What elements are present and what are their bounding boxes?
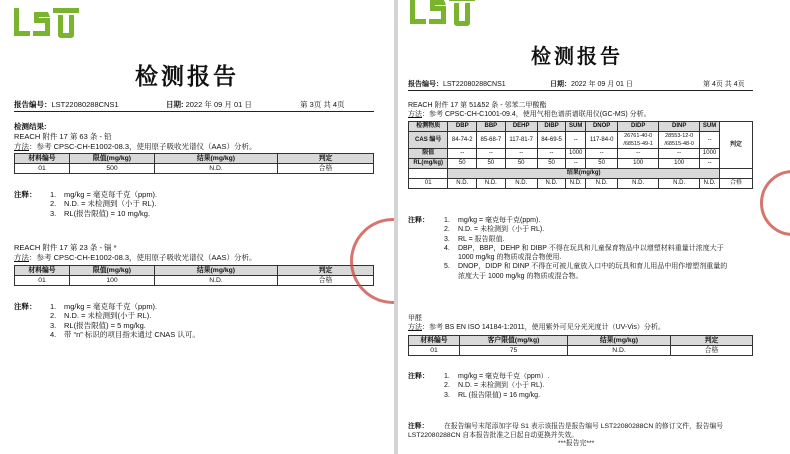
col-didp: DIDP — [618, 122, 659, 132]
col-dehp: DEHP — [505, 122, 537, 132]
report-end: ***报告完*** — [558, 440, 595, 447]
inspection-stamp — [760, 170, 790, 236]
cell-verdict: 合格 — [720, 179, 753, 189]
note-line: 注释： 1. mg/kg = 毫克每千克（ppm). — [14, 190, 158, 199]
footer-line: 注释： 在报告编号末尾添加字母 S1 表示该报告是报告编号 LST22080288CN 的修订文件，报告编号 — [408, 423, 724, 430]
cell: 100 — [618, 159, 659, 169]
lead-section-heading: REACH 附件 17 第 63 条 - 铅 — [14, 132, 112, 141]
cell-limit: 75 — [460, 346, 568, 356]
report-page-3 — [0, 0, 394, 454]
cell-result: N.D. — [155, 276, 278, 286]
cell: 28553-12-0 /68515-48-0 — [659, 132, 700, 149]
cell-label: 限值 — [409, 149, 448, 159]
cell: N.D. — [659, 179, 700, 189]
cell: -- — [700, 132, 720, 149]
cell: 50 — [505, 159, 537, 169]
table-row-cas — [409, 132, 753, 149]
table-row — [409, 179, 753, 189]
col-dnop: DNOP — [586, 122, 618, 132]
col-verdict: 判定 — [278, 154, 374, 164]
formaldehyde-method: 方法：参考 BS EN ISO 14184-1:2011，使用紫外可见分光光度计（UV-Vis）分析。 — [408, 324, 665, 331]
col-dbp: DBP — [448, 122, 477, 132]
col-limit: 客户限值(mg/kg) — [460, 336, 568, 346]
cell-result: N.D. — [155, 164, 278, 174]
table-row — [15, 164, 374, 174]
cell-verdict: 合格 — [671, 346, 753, 356]
cadmium-section-heading: REACH 附件 17 第 23 条 - 镉 * — [14, 243, 117, 252]
report-date: 日期：2022 年 09 月 01 日 — [550, 81, 633, 88]
phthalate-section-heading: REACH 附件 17 第 51&52 条 - 邻苯二甲酸酯 — [408, 102, 547, 109]
cell: 84-74-2 — [448, 132, 477, 149]
table-header-row — [15, 154, 374, 164]
note-line: 5. DNOP，DIDP 和 DINP 不得在可被儿童放入口中的玩具和育儿用品中用作增塑剂重量的 — [444, 263, 728, 271]
col-dibp: DIBP — [537, 122, 566, 132]
cell-verdict: 合格 — [278, 164, 374, 174]
col-verdict: 判定 — [671, 336, 753, 346]
cadmium-notes — [14, 302, 200, 340]
cell: N.D. — [566, 179, 586, 189]
note-line: 4. DBP，BBP，DEHP 和 DIBP 不得在玩具和儿童保育物品中以增塑材料重量计浓度大于 — [444, 244, 724, 252]
phthalate-notes — [408, 216, 727, 281]
col-result: 结果(mg/kg) — [568, 336, 671, 346]
table-header-row — [409, 122, 753, 132]
table-row-rl — [409, 159, 753, 169]
table-header-row — [409, 336, 753, 346]
cell: N.D. — [448, 179, 477, 189]
lst-logo — [12, 6, 82, 45]
page-title: 检测报告 — [135, 64, 239, 90]
cell-verdict: 合格 — [278, 276, 374, 286]
note-line: 注释： 1. mg/kg = 毫克每千克（ppm）. — [408, 373, 550, 380]
col-bbp: BBP — [477, 122, 506, 132]
report-page-4 — [398, 0, 790, 454]
report-number: 报告编号：LST22080288CNS1 — [14, 100, 119, 109]
col-dinp: DINP — [659, 122, 700, 132]
col-substance: 检测物质 — [409, 122, 448, 132]
cadmium-results-table — [14, 265, 374, 286]
cell-material: 01 — [409, 346, 460, 356]
page-number: 第 3页 共 4页 — [300, 100, 345, 109]
col-material: 材料编号 — [15, 154, 70, 164]
note-line: 4. 带 “n” 标识的项目指未通过 CNAS 认可。 — [50, 330, 200, 340]
cell: -- — [566, 159, 586, 169]
report-date: 日期: 2022 年 09 月 01 日 — [166, 100, 252, 109]
note-line: 注释： 1. mg/kg = 毫克每千克(ppm). — [408, 217, 541, 224]
cell: N.D. — [505, 179, 537, 189]
cell: N.D. — [477, 179, 506, 189]
cell: 85-68-7 — [477, 132, 506, 149]
note-line: 3. RL = 报告限值. — [444, 235, 505, 243]
lead-results-table — [14, 153, 374, 174]
col-limit: 限值(mg/kg) — [70, 266, 155, 276]
lead-method: 方法：参考 CPSC-CH-E1002-08.3，使用原子吸收光谱仪（AAS）分析。 — [14, 142, 257, 151]
cell: -- — [477, 149, 506, 159]
cadmium-method: 方法：参考 CPSC-CH-E1002-08.3，使用原子吸收光谱仪（AAS）分析。 — [14, 253, 257, 262]
col-sum: SUM — [700, 122, 720, 132]
page-number: 第 4页 共 4页 — [703, 81, 745, 88]
cell-label: CAS 编号 — [409, 132, 448, 149]
note-line: 3. RL(报告限值) = 10 mg/kg. — [50, 208, 151, 218]
note-line: 3. RL(报告限值) = 5 mg/kg. — [50, 320, 146, 330]
table-row — [15, 276, 374, 286]
cell: N.D. — [586, 179, 618, 189]
cell: -- — [505, 149, 537, 159]
cell: -- — [537, 149, 566, 159]
col-result: 结果(mg/kg) — [155, 266, 278, 276]
note-line: 2. N.D. = 未检测到(小于 RL). — [50, 311, 152, 321]
note-line: 注释： 1. mg/kg = 毫克每千克（ppm). — [14, 302, 158, 311]
inspection-stamp — [350, 218, 394, 304]
note-line: 2. N.D. = 未检测到（小于 RL). — [50, 199, 157, 209]
cell: -- — [700, 159, 720, 169]
cell-material: 01 — [409, 179, 448, 189]
note-line: 1000 mg/kg 的物质或混合物使用. — [458, 254, 562, 262]
cell-limit: 500 — [70, 164, 155, 174]
cell: 50 — [477, 159, 506, 169]
cell: 117-84-0 — [586, 132, 618, 149]
col-verdict: 判定 — [720, 122, 753, 169]
col-verdict: 判定 — [278, 266, 374, 276]
table-header-row — [15, 266, 374, 276]
note-line: 浓度大于 1000 mg/kg 的物质或混合物。 — [458, 272, 583, 280]
col-sum: SUM — [566, 122, 586, 132]
header-rule — [14, 111, 374, 112]
cell: N.D. — [618, 179, 659, 189]
cell: 26761-40-0 /68515-49-1 — [618, 132, 659, 149]
formaldehyde-notes — [408, 372, 550, 400]
cell: N.D. — [700, 179, 720, 189]
cell: 84-69-5 — [537, 132, 566, 149]
report-number: 报告编号：LST22080288CNS1 — [408, 81, 506, 88]
col-material: 材料编号 — [409, 336, 460, 346]
cell-material: 01 — [15, 276, 70, 286]
cell-result: N.D. — [568, 346, 671, 356]
cell: -- — [566, 132, 586, 149]
revision-footer — [408, 423, 723, 449]
cell: 117-81-7 — [505, 132, 537, 149]
table-row-limit — [409, 149, 753, 159]
formaldehyde-section-heading: 甲醛 — [408, 315, 422, 322]
cell: 50 — [448, 159, 477, 169]
cell: -- — [448, 149, 477, 159]
note-line: 2. N.D. = 未检测到（小于 RL). — [444, 226, 545, 234]
cell: -- — [618, 149, 659, 159]
page-title: 检测报告 — [531, 44, 623, 68]
cell: 1000 — [566, 149, 586, 159]
table-row — [409, 346, 753, 356]
cell-limit: 100 — [70, 276, 155, 286]
note-line: 3. RL (报告限值) = 16 mg/kg. — [444, 391, 541, 399]
cell: 50 — [586, 159, 618, 169]
results-heading: 检测结果: — [14, 122, 47, 131]
cell: 50 — [537, 159, 566, 169]
formaldehyde-results-table — [408, 335, 753, 356]
cell: N.D. — [537, 179, 566, 189]
cell: -- — [659, 149, 700, 159]
phthalate-method: 方法：参考 CPSC-CH-C1001-09.4，使用气相色谱质谱联用仪(GC-MS) 分析。 — [408, 111, 651, 118]
header-rule — [408, 90, 753, 91]
note-line: 2. N.D. = 未检测到（小于 RL). — [444, 382, 545, 390]
col-material: 材料编号 — [15, 266, 70, 276]
phthalate-results-table — [408, 121, 753, 189]
cell: -- — [586, 149, 618, 159]
col-limit: 限值(mg/kg) — [70, 154, 155, 164]
footer-line: LST22080288CN 自本报告批准之日起自动更换并失效。 — [408, 431, 578, 439]
col-result: 结果(mg/kg) — [155, 154, 278, 164]
cell: 100 — [659, 159, 700, 169]
table-row-result-header — [409, 169, 753, 179]
cell: 1000 — [700, 149, 720, 159]
lead-notes — [14, 190, 157, 218]
cell-material: 01 — [15, 164, 70, 174]
result-header: 结果(mg/kg) — [448, 169, 720, 179]
lst-logo — [408, 0, 478, 33]
cell-label: RL(mg/kg) — [409, 159, 448, 169]
